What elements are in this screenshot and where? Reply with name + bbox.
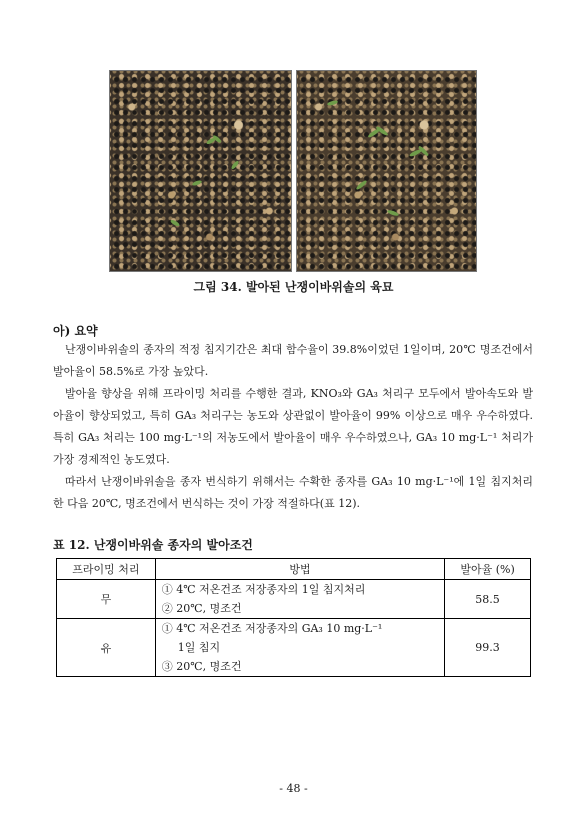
figure-photos xyxy=(109,70,476,270)
priming-cell: 유 xyxy=(57,619,156,677)
table-header-row xyxy=(57,559,531,580)
rate-cell: 58.5 xyxy=(445,580,531,619)
method-cell xyxy=(155,580,444,619)
summary-paragraph-2: 발아율 향상을 위해 프라이밍 처리를 수행한 결과, KNO₃와 GA₃ 처리구 모두에서 발아속도와 발아율이 향상되었고, 특히 GA₃ 처리구는 농도와 상관없이 발아율이 99% 이상으로 매우 우수하였다. 특히 GA₃ 처리는 100 mg·L⁻¹의 저농도에서 발아율이 매우 우수하였으나, GA₃ 10 mg·L⁻¹ 처리가 가장 경제적인 농도였다. xyxy=(53,387,533,466)
germination-table xyxy=(56,558,531,677)
rate-cell: 99.3 xyxy=(445,619,531,677)
table-row xyxy=(57,619,531,677)
seedling-photo-left xyxy=(109,70,292,272)
figure-caption: 그림 34. 발아된 난쟁이바위솔의 육묘 xyxy=(193,280,394,294)
table-row xyxy=(57,580,531,619)
summary-paragraph-1: 난쟁이바위솔의 종자의 적정 침지기간은 최대 함수율이 39.8%이었던 1일이며, 20℃ 명조건에서 발아율이 58.5%로 가장 높았다. xyxy=(53,343,533,378)
seedling-photo-right xyxy=(296,70,477,272)
header-priming: 프라이밍 처리 xyxy=(57,559,156,580)
header-rate: 발아율 (%) xyxy=(445,559,531,580)
method-step: ① 4℃ 저온건조 저장종자의 1일 침지처리 xyxy=(161,583,366,596)
method-cell xyxy=(155,619,444,677)
summary-paragraph-3: 따라서 난쟁이바위솔을 종자 번식하기 위해서는 수확한 종자를 GA₃ 10 mg·L⁻¹에 1일 침지처리한 다음 20℃, 명조건에서 번식하는 것이 가장 적절하다(표 12). xyxy=(53,475,533,510)
priming-cell: 무 xyxy=(57,580,156,619)
method-step: ① 4℃ 저온건조 저장종자의 GA₃ 10 mg·L⁻¹ xyxy=(161,622,383,635)
page-number: - 48 - xyxy=(279,782,308,795)
table-title: 표 12. 난쟁이바위솔 종자의 발아조건 xyxy=(53,538,253,552)
method-step: ② 20℃, 명조건 xyxy=(161,602,242,615)
method-step: 1일 침지 xyxy=(177,641,221,654)
section-title: 아) 요약 xyxy=(53,324,98,338)
header-method: 방법 xyxy=(155,559,444,580)
method-step: ③ 20℃, 명조건 xyxy=(161,660,242,673)
